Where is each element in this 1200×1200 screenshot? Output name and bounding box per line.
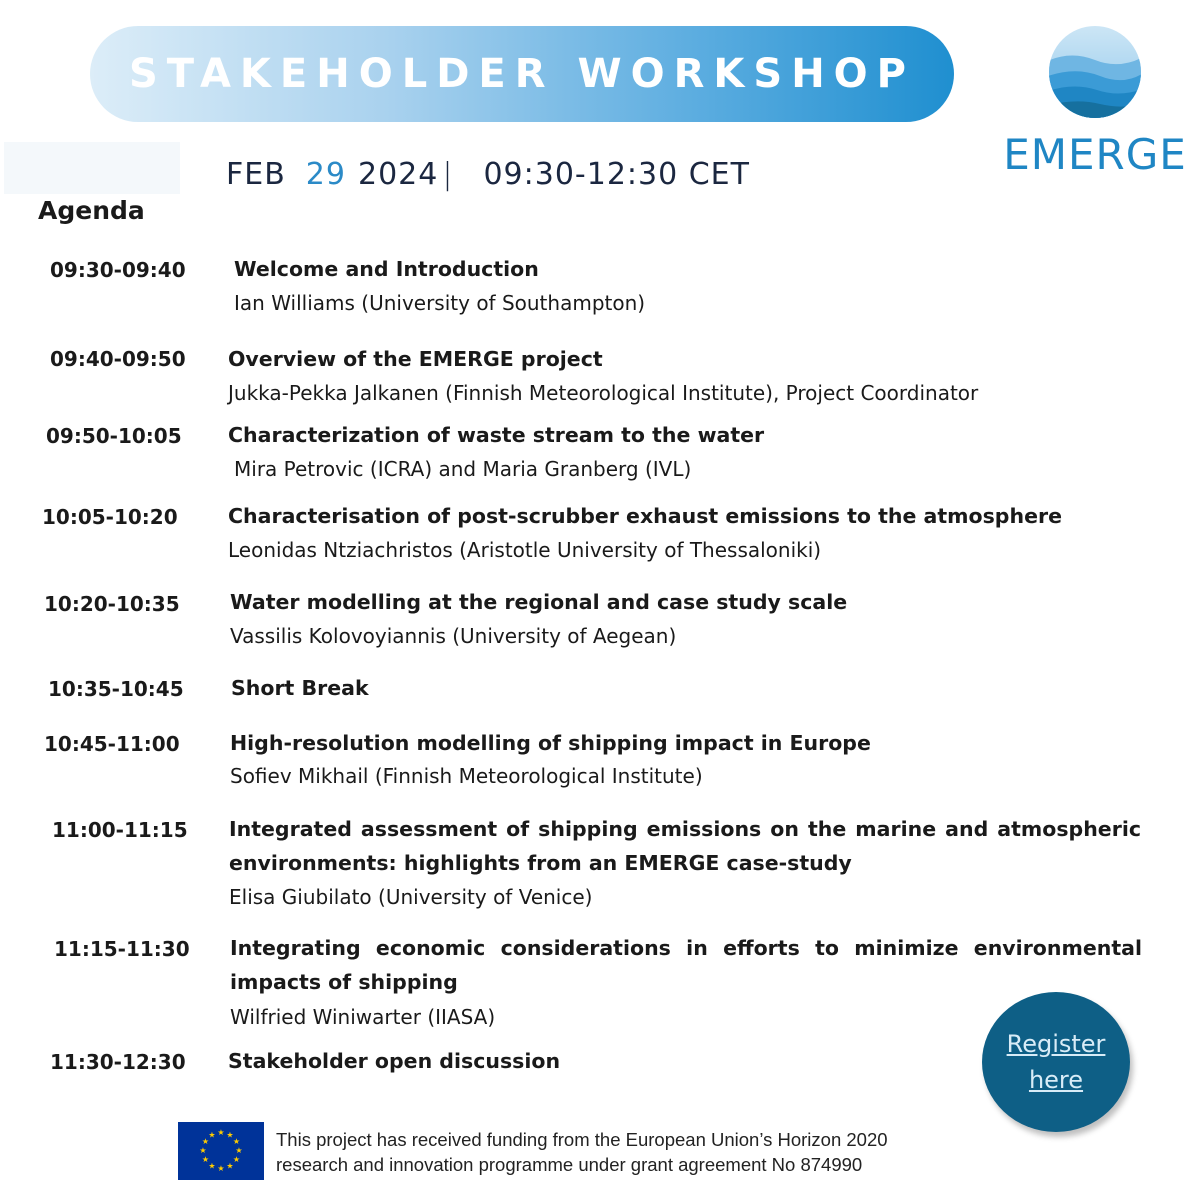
agenda-title: Characterization of waste stream to the water <box>228 423 765 447</box>
agenda-time: 09:50-10:05 <box>46 424 182 448</box>
eu-flag-icon <box>178 1122 264 1180</box>
agenda-title: Overview of the EMERGE project <box>228 347 603 371</box>
agenda-speaker: Leonidas Ntziachristos (Aristotle University of Thessaloniki) <box>228 538 822 562</box>
agenda-title: Water modelling at the regional and case study scale <box>230 590 848 614</box>
agenda-title: Short Break <box>231 676 369 700</box>
agenda-time: 11:00-11:15 <box>52 818 188 842</box>
svg-text:★: ★ <box>235 1146 243 1155</box>
agenda-speaker: Ian Williams (University of Southampton) <box>234 291 646 315</box>
date-year: 2024 <box>357 156 439 192</box>
agenda-speaker: Wilfried Winiwarter (IIASA) <box>230 1005 496 1029</box>
register-label-line2: here <box>1028 1066 1084 1094</box>
title-banner <box>90 26 954 122</box>
register-button[interactable] <box>982 992 1130 1132</box>
agenda-time: 10:20-10:35 <box>44 592 180 616</box>
agenda-speaker: Elisa Giubilato (University of Venice) <box>229 885 593 909</box>
svg-text:★: ★ <box>217 1128 225 1137</box>
agenda-time: 09:30-09:40 <box>50 258 186 282</box>
agenda-heading: Agenda <box>38 196 145 225</box>
svg-text:★: ★ <box>208 1161 216 1171</box>
svg-text:★: ★ <box>232 1155 241 1164</box>
svg-text:★: ★ <box>201 1137 210 1146</box>
svg-text:★: ★ <box>217 1164 225 1173</box>
funding-line: research and innovation programme under grant agreement No 874990 <box>276 1154 863 1175</box>
agenda-title: High-resolution modelling of shipping impact in Europe <box>230 731 871 755</box>
page-title: STAKEHOLDER WORKSHOP <box>128 51 915 97</box>
svg-text:★: ★ <box>208 1130 216 1140</box>
agenda-title: Welcome and Introduction <box>234 257 539 281</box>
agenda-title: Integrating economic considerations in efforts to minimize environmental impacts of shipping <box>230 936 1142 994</box>
agenda-speaker: Jukka-Pekka Jalkanen (Finnish Meteorological Institute), Project Coordinator <box>228 381 979 405</box>
agenda-title: Stakeholder open discussion <box>228 1049 561 1073</box>
agenda-title: Characterisation of post-scrubber exhaust emissions to the atmosphere <box>228 504 1062 528</box>
agenda-speaker: Sofiev Mikhail (Finnish Meteorological Institute) <box>230 764 703 788</box>
agenda-speaker: Vassilis Kolovoyiannis (University of Aegean) <box>230 624 677 648</box>
svg-text:★: ★ <box>201 1155 210 1164</box>
svg-text:★: ★ <box>232 1137 241 1146</box>
svg-text:★: ★ <box>199 1146 207 1155</box>
logo-text: EMERGE <box>1003 130 1187 179</box>
agenda-time: 10:45-11:00 <box>44 732 180 756</box>
agenda-title: Integrated assessment of shipping emissions on the marine and atmospheric environments: highlights from an EMERGE case-study <box>229 817 1141 875</box>
date-month: FEB <box>226 156 286 192</box>
agenda-time: 10:35-10:45 <box>48 677 184 701</box>
wave-logo-icon <box>1045 22 1145 122</box>
agenda-speaker: Mira Petrovic (ICRA) and Maria Granberg (IVL) <box>234 457 692 481</box>
date-time-line <box>226 152 750 196</box>
date-separator: | <box>442 156 454 192</box>
agenda-time: 10:05-10:20 <box>42 505 178 529</box>
agenda-time: 11:15-11:30 <box>54 937 190 961</box>
time-range: 09:30-12:30 CET <box>483 156 750 192</box>
agenda-time: 11:30-12:30 <box>50 1050 186 1074</box>
agenda-time: 09:40-09:50 <box>50 347 186 371</box>
svg-text:★: ★ <box>226 1161 234 1171</box>
blank-area <box>4 142 180 194</box>
svg-text:★: ★ <box>226 1130 234 1140</box>
eu-stars-icon <box>178 1122 264 1180</box>
register-label-line1: Register <box>1006 1030 1106 1058</box>
funding-line: This project has received funding from the European Union’s Horizon 2020 <box>276 1129 888 1150</box>
date-day: 29 <box>305 156 346 192</box>
emerge-logo <box>1000 22 1190 179</box>
funding-statement <box>276 1127 888 1177</box>
